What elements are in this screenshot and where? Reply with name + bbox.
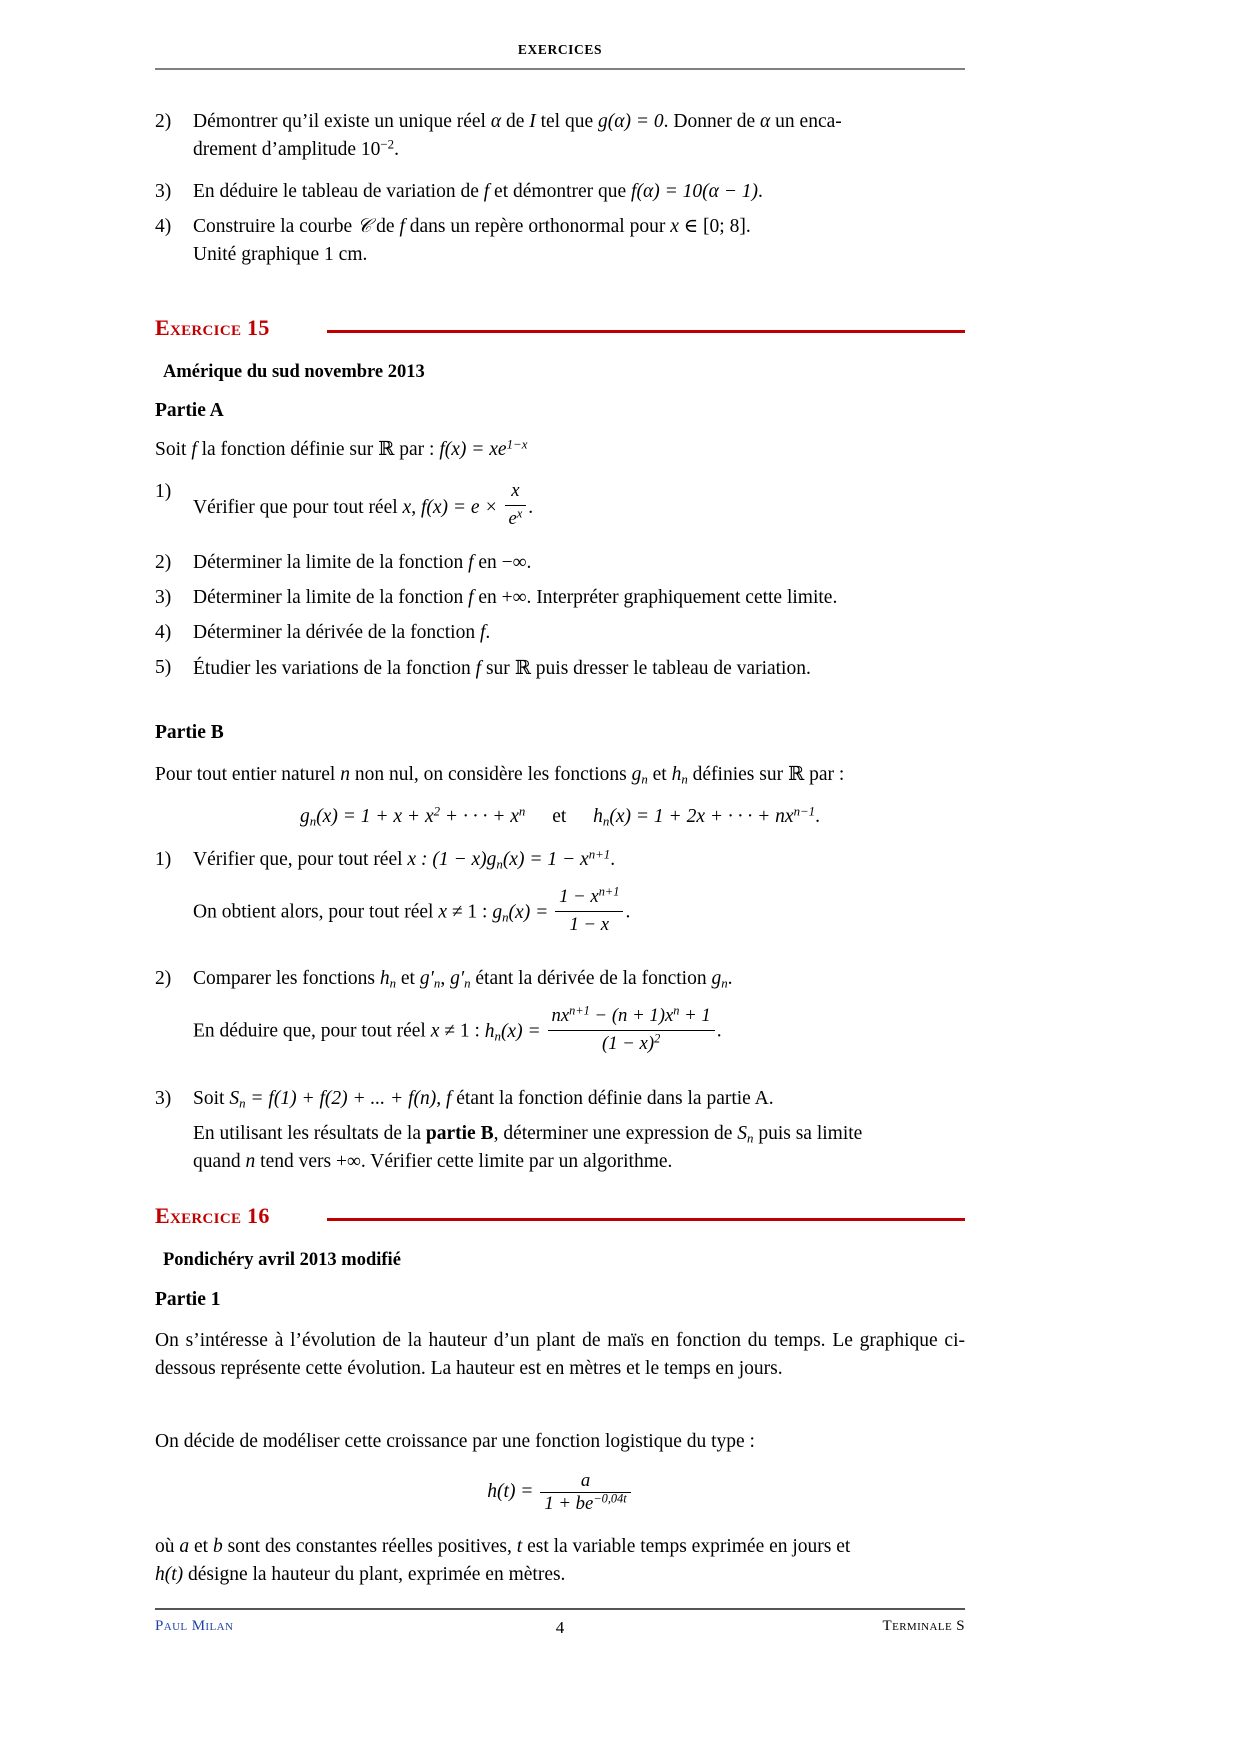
- pb-q1-sub-end: .: [625, 901, 631, 923]
- partie-b-question-3: [155, 1085, 965, 1113]
- pb-q3-S: S: [229, 1088, 240, 1109]
- q3-formula: f(α) = 10(α − 1): [631, 181, 758, 202]
- item-number: 2): [155, 968, 172, 989]
- pb-q1-sub-a: On obtient alors, pour tout réel: [193, 901, 439, 923]
- partie-a-question-4: [155, 619, 965, 647]
- item-number: 1): [155, 481, 172, 502]
- p3-line2-b: désigne la hauteur du plant, exprimée en mètres.: [183, 1563, 566, 1585]
- partie-b-question-1: [155, 846, 965, 874]
- pb-q1-sub-g: g: [492, 901, 503, 923]
- pb-q3-sub-Sn: [737, 1123, 753, 1144]
- frac-num-c: + 1: [679, 1005, 711, 1026]
- pb-q2-text-a: Comparer les fonctions: [193, 968, 380, 989]
- pb-q2-gp: g′: [419, 968, 434, 989]
- p3-c: sont des constantes réelles positives,: [222, 1536, 517, 1557]
- partie-1-paragraph-3: [155, 1533, 965, 1588]
- q2-line2-a: drement d’amplitude 10: [193, 138, 381, 160]
- display-et: et: [552, 806, 567, 827]
- partie-b-display-equation: [155, 806, 965, 828]
- logistic-fraction: [540, 1470, 630, 1515]
- pb-q2-sub-lhs: [485, 1021, 546, 1042]
- intro-formula: [439, 439, 527, 460]
- partie-1-para-1-text: On s’intéresse à l’évolution de la hauteur d’un plant de maïs en fonction du temps. Le graphique ci-dessous représente cette évolution. La hauteur est en mètres et le temps en jours.: [155, 1330, 965, 1379]
- q2-line2-b: .: [394, 138, 399, 160]
- item-number: 4): [155, 622, 172, 643]
- pa-q4-f: f: [479, 622, 486, 643]
- running-head: EXERCICES: [517, 42, 603, 57]
- item-number: 3): [155, 181, 172, 202]
- pa-q4-text-a: Déterminer la dérivée de la fonction: [193, 622, 480, 643]
- carryover-question-3: [155, 178, 965, 206]
- display-h-sub: n: [602, 814, 610, 829]
- footer-author: Paul Milan: [155, 1618, 234, 1634]
- pb-q1-sub: n: [496, 857, 503, 872]
- item-number: 3): [155, 587, 172, 608]
- q4-text-c: dans un repère orthonormal pour: [404, 216, 671, 237]
- frac-num-exp: n+1: [569, 1003, 590, 1018]
- partie-b-question-3-sub: [155, 1120, 965, 1175]
- intro-b: la fonction définie sur: [196, 439, 379, 460]
- display-g-expn: n: [518, 804, 526, 819]
- pb-q1-exp: n+1: [588, 847, 611, 862]
- pb-intro-g-sub: n: [641, 772, 648, 787]
- intro-formula-exponent: 1−x: [506, 437, 528, 452]
- q4-text-b: de: [371, 216, 400, 237]
- p3-a: où: [155, 1536, 180, 1557]
- pb-intro-c: et: [647, 764, 672, 785]
- pb-q2-gp2: g′: [450, 968, 465, 989]
- item-number: 1): [155, 849, 172, 870]
- fraction-numerator: x: [511, 480, 520, 501]
- pb-q1-sub-lhs: [492, 902, 553, 923]
- frac-den-a: 1 + be: [544, 1493, 594, 1514]
- pb-q3-text-a: Soit: [193, 1088, 230, 1109]
- pa-q5-text-b: sur: [481, 658, 515, 679]
- pb-intro-b: non nul, on considère les fonctions: [349, 764, 632, 785]
- pb-intro-n: n: [340, 764, 350, 785]
- exercice-16-rule: [327, 1218, 965, 1221]
- pb-intro-gn: [632, 764, 648, 785]
- partie-a-title: Partie A: [155, 400, 224, 421]
- pb-q2-text-c: ,: [440, 968, 451, 989]
- q3-text-a: En déduire le tableau de variation de: [193, 181, 484, 202]
- display-h: h: [593, 806, 603, 827]
- partie-b-title: Partie B: [155, 722, 224, 743]
- pb-q2-text-b: et: [396, 968, 420, 989]
- frac-den-exp: 2: [654, 1031, 661, 1046]
- pa-q1-text-a: Vérifier que pour tout réel: [193, 496, 403, 518]
- pb-q3-sub-S: S: [737, 1123, 747, 1144]
- p3-b2: b: [212, 1536, 223, 1557]
- frac-num-exp2: n: [673, 1003, 680, 1018]
- p3-t: t: [516, 1536, 523, 1557]
- p3-a2: a: [179, 1536, 190, 1557]
- q2-text-c: tel que: [535, 111, 599, 132]
- pb-q2-g-sub: n: [721, 976, 728, 991]
- display-g-rest: (x) = 1 + x + x: [316, 806, 434, 827]
- pb-q2-gn: [711, 968, 727, 989]
- footer-rule: [155, 1608, 965, 1610]
- item-number: 4): [155, 216, 172, 237]
- pb-q2-sub-h: h: [484, 1020, 495, 1042]
- q2-exponent: −2: [380, 137, 395, 151]
- pa-q5-text-a: Étudier les variations de la fonction: [193, 658, 476, 679]
- pa-q5-text-c: puis dresser le tableau de variation.: [530, 658, 811, 679]
- pb-q2-text-e: .: [727, 968, 733, 989]
- fraction-den-exponent: x: [516, 506, 523, 521]
- pb-q3-sub-c: puis sa limite: [753, 1123, 863, 1144]
- q4-text-a: Construire la courbe: [193, 216, 358, 237]
- q3-f: f: [483, 181, 490, 202]
- exercice-16-source: Pondichéry avril 2013 modifié: [163, 1250, 401, 1270]
- pb-q1-formula: [416, 849, 610, 870]
- pb-q2-sub-b: ≠ 1 :: [439, 1020, 485, 1042]
- item-number: 2): [155, 111, 172, 132]
- p3-line2-a: h(t): [155, 1563, 184, 1585]
- partie-1-logistic-formula: [155, 1470, 965, 1515]
- q4-curve-symbol: 𝒞: [357, 216, 372, 237]
- pb-q1-text-c: (x) = 1 − x: [502, 849, 589, 870]
- partie-b-question-2: [155, 965, 965, 993]
- pa-q3-f: f: [468, 587, 474, 608]
- pb-intro-a: Pour tout entier naturel: [155, 764, 341, 785]
- exercice-16-label: Exercice 16: [155, 1203, 270, 1228]
- intro-R: ℝ: [378, 437, 395, 460]
- pb-q2-text-d: étant la dérivée de la fonction: [470, 968, 712, 989]
- frac-num-a: 1 − x: [559, 886, 599, 907]
- footer-page-number: 4: [555, 1618, 565, 1637]
- pa-q3-text-b: en +∞. Interpréter graphiquement cette limite.: [473, 587, 838, 608]
- pb-intro-h-sub: n: [681, 772, 688, 787]
- pb-q3-line3-a: quand: [193, 1150, 246, 1172]
- pb-q3-text-c: étant la fonction définie dans la partie A.: [451, 1088, 774, 1109]
- q4-line2: Unité graphique 1 cm.: [193, 243, 368, 265]
- exercice-16-heading: [155, 1203, 965, 1237]
- pb-q3-f: f: [445, 1088, 452, 1109]
- partie-1-paragraph-1: [155, 1327, 965, 1382]
- partie-a-intro: [155, 437, 965, 461]
- q2-alpha: α: [490, 111, 502, 132]
- q2-text-e: un enca-: [770, 111, 842, 132]
- partie-1-title: Partie 1: [155, 1289, 221, 1310]
- fraction-denominator: [548, 1030, 715, 1058]
- pb-q3-sub-b: , déterminer une expression de: [493, 1123, 738, 1144]
- pb-q2-sub-lhs-end: (x) =: [500, 1020, 546, 1042]
- pa-q1-lhs: f(x) = e ×: [420, 496, 503, 518]
- intro-formula-base: f(x) = xe: [439, 439, 507, 460]
- pb-q2-gprime: [420, 968, 440, 989]
- pb-q3-S-sub: n: [239, 1096, 246, 1111]
- q2-alpha-2: α: [760, 111, 771, 132]
- exercice-15-source: Amérique du sud novembre 2013: [163, 362, 425, 382]
- fraction-numerator: [555, 884, 623, 911]
- display-h-rest: (x) = 1 + 2x + · · · + nx: [609, 806, 794, 827]
- partie-b-question-2-sub: [155, 1003, 965, 1057]
- pb-q1-text-b: : (1 − x)g: [416, 849, 497, 870]
- pb-q3-sub-a: En utilisant les résultats de la: [193, 1123, 426, 1144]
- display-gn: [300, 806, 525, 827]
- q4-x: x: [670, 216, 679, 237]
- pb-intro-d: définies sur: [687, 764, 788, 785]
- pb-q3-line3-b: tend vers +∞. Vérifier cette limite par un algorithme.: [255, 1150, 673, 1172]
- partie-a-question-3: [155, 584, 965, 612]
- item-number: 5): [155, 657, 172, 678]
- partie-a-question-5: [155, 654, 965, 683]
- display-g: g: [299, 806, 310, 827]
- pb-q1-text-a: Vérifier que, pour tout réel: [193, 849, 408, 870]
- q2-text-b: de: [501, 111, 530, 132]
- pb-q2-gp-sub: n: [433, 976, 441, 991]
- partie-1-para-2-text: On décide de modéliser cette croissance par une fonction logistique du type :: [155, 1431, 755, 1452]
- pb-q1-sub-b: ≠ 1 :: [446, 901, 493, 923]
- pb-q3-sub-bold: partie B: [425, 1123, 494, 1144]
- pb-intro-h: h: [671, 764, 682, 785]
- partie-1-paragraph-2: [155, 1428, 965, 1456]
- footer: [155, 1618, 965, 1640]
- item-number: 3): [155, 1088, 172, 1109]
- frac-num-exp: n+1: [598, 884, 620, 899]
- display-g-tail: + · · · + x: [440, 806, 519, 827]
- pa-q2-text-b: en −∞.: [473, 552, 532, 573]
- pb-q3-sub-S-sub: n: [747, 1131, 754, 1146]
- p3-d: est la variable temps exprimée en jours et: [522, 1536, 851, 1557]
- pb-intro-e: par :: [804, 764, 845, 785]
- item-number: 2): [155, 552, 172, 573]
- q3-text-c: .: [757, 181, 763, 202]
- frac-den-a: (1 − x): [601, 1032, 655, 1054]
- q3-text-b: et démontrer que: [489, 181, 632, 202]
- partie-b-intro: [155, 762, 965, 786]
- pb-q2-sub-a: En déduire que, pour tout réel: [193, 1020, 431, 1042]
- pa-q4-text-b: .: [485, 622, 491, 643]
- fraction-numerator: a: [580, 1470, 591, 1491]
- pb-q3-line3-n: n: [245, 1150, 256, 1172]
- pa-q1-text-b: ,: [411, 496, 421, 518]
- display-h-exp: n−1: [793, 804, 816, 819]
- pb-q2-gp2-sub: n: [464, 976, 471, 991]
- fraction-denominator: [540, 1492, 630, 1515]
- pb-q1-text-d: .: [610, 849, 616, 870]
- pb-q2-sub-end: .: [716, 1020, 722, 1042]
- carryover-question-4: [155, 213, 965, 268]
- running-head-rule: [155, 68, 965, 70]
- fraction-den-base: e: [508, 507, 517, 529]
- intro-f: f: [191, 439, 197, 460]
- formula-lhs: h(t) =: [487, 1480, 539, 1502]
- partie-a-question-2: [155, 549, 965, 577]
- pa-q1-x: x: [402, 496, 412, 518]
- pb-q2-h: h: [379, 968, 390, 989]
- exercice-15-rule: [327, 330, 965, 333]
- display-hn: [593, 806, 820, 827]
- pa-q5-f: f: [475, 658, 482, 679]
- page: [155, 0, 965, 1754]
- pb-intro-R: ℝ: [787, 762, 805, 785]
- pa-q5-R: ℝ: [514, 656, 531, 679]
- pa-q3-text-a: Déterminer la limite de la fonction: [193, 587, 469, 608]
- pb-intro-hn: [672, 764, 688, 785]
- pb-q1-sub-x: x: [438, 901, 447, 923]
- pb-q1-x: x: [407, 849, 417, 870]
- partie-a-question-1: [155, 478, 965, 532]
- pa-q2-f: f: [468, 552, 474, 573]
- pa-q2-text-a: Déterminer la limite de la fonction: [193, 552, 469, 573]
- fraction-denominator: [505, 505, 527, 533]
- q4-f: f: [399, 216, 405, 237]
- pa-q1-text-c: .: [528, 496, 534, 518]
- pb-q2-gprime-2: [450, 968, 470, 989]
- footer-level: Terminale S: [882, 1618, 965, 1634]
- pb-q2-g: g: [711, 968, 722, 989]
- partie-b-question-1-sub: [155, 884, 965, 938]
- q2-text-d: . Donner de: [663, 111, 761, 132]
- frac-den-exp: −0,04t: [593, 1491, 627, 1506]
- pa-q1-fraction: [505, 478, 527, 532]
- q2-g-alpha: g(α) = 0: [598, 111, 664, 132]
- pb-q2-hn: [380, 968, 396, 989]
- display-g-exp2: 2: [433, 804, 441, 819]
- frac-num-b: − (n + 1)x: [589, 1005, 674, 1026]
- pb-q2-sub-h-sub: n: [494, 1029, 501, 1044]
- pb-q1-sub-lhs-end: (x) =: [508, 901, 554, 923]
- q4-text-d: ∈ [0; 8].: [678, 216, 751, 237]
- fraction-numerator: [548, 1003, 715, 1030]
- pb-q1-fraction: [555, 884, 623, 938]
- pb-q1-sub-g-sub: n: [502, 910, 509, 925]
- exercice-15-heading: [155, 315, 965, 349]
- exercice-15-label: Exercice 15: [155, 315, 270, 340]
- pb-q2-fraction: [548, 1003, 715, 1057]
- pb-intro-g: g: [631, 764, 642, 785]
- display-h-end: .: [815, 806, 820, 827]
- intro-a: Soit: [155, 439, 192, 460]
- intro-c: par :: [394, 439, 440, 460]
- pb-q3-Sn: [229, 1088, 245, 1109]
- pb-q2-h-sub: n: [389, 976, 397, 991]
- frac-num-a: nx: [551, 1005, 570, 1026]
- pb-q2-sub-x: x: [430, 1020, 440, 1042]
- fraction-denominator: 1 − x: [555, 911, 623, 939]
- carryover-question-2: [155, 108, 965, 163]
- p3-b: et: [189, 1536, 213, 1557]
- q2-I: I: [529, 111, 536, 132]
- q2-text-a: Démontrer qu’il existe un unique réel: [193, 111, 491, 132]
- pb-q3-text-b: = f(1) + f(2) + ... + f(n),: [245, 1088, 446, 1109]
- display-g-sub: n: [309, 814, 317, 829]
